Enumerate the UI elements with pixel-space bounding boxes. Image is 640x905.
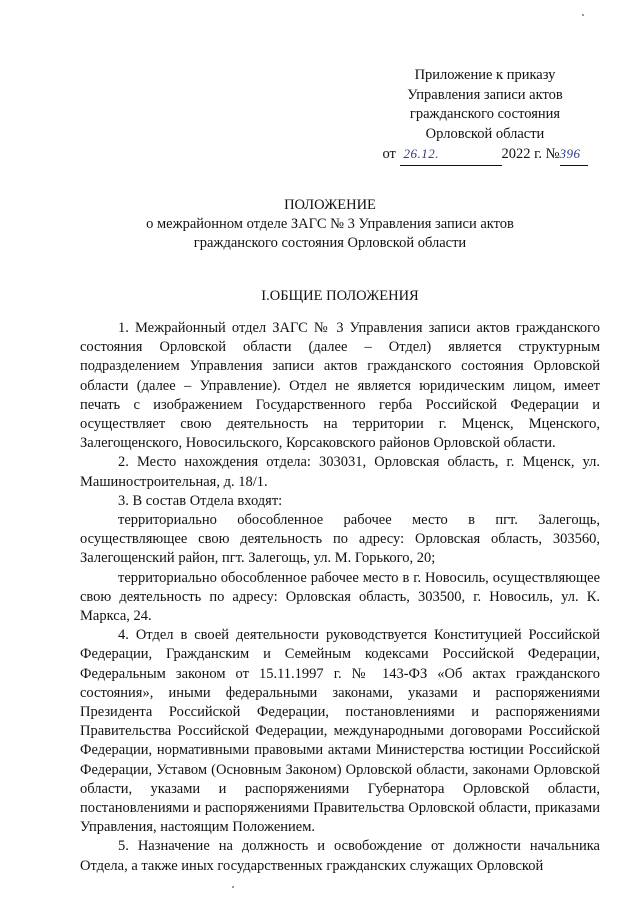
appendix-line: Приложение к приказу [414, 67, 556, 83]
appendix-date-line [360, 144, 610, 166]
paragraph: территориально обособленное рабочее место в г. Новосиль, осуществляющее свою деятельность по адресу: Орловская область, 303500, г. Новосиль, ул. К. Маркса, 24. [80, 569, 600, 625]
scan-speck [232, 886, 234, 888]
paragraph: территориально обособленное рабочее место в пгт. Залегощь, осуществляющее свою деятельность по адресу: Орловская область, 303560, Залегощенский район, пгт. Залегощь, ул. М. Горького, 20; [80, 512, 600, 567]
document-title [120, 196, 540, 253]
document-body [80, 319, 600, 876]
number-field [560, 144, 588, 166]
scan-speck [582, 14, 584, 16]
paragraph: 1. Межрайонный отдел ЗАГС № 3 Управления записи актов гражданского состояния Орловской области (далее – Отдел) является структурным подразделением Управления записи актов гражданского состояния Орловской области (далее – Управление). Отдел не является юридическим лицом, имеет печать с изображением Государственного герба Российской Федерации и осуществляет свою деятельность на территории г. Мценск, Мценского, Залегощенского, Новосильского, Корсаковского районов Орловской области. [80, 320, 600, 452]
date-field [400, 144, 502, 166]
handwritten-date: 26.12. [403, 146, 439, 161]
paragraph: 3. В состав Отдела входят: [118, 492, 283, 509]
title-line: гражданского состояния Орловской области [193, 235, 467, 251]
date-prefix: от [382, 146, 396, 162]
paragraph: 5. Назначение на должность и освобождение от должности начальника Отдела, а также иных государственных гражданских служащих Орловской [80, 838, 600, 874]
section-heading: I.ОБЩИЕ ПОЛОЖЕНИЯ [261, 288, 419, 304]
appendix-line: Управления записи актов [407, 86, 563, 103]
paragraph: 4. Отдел в своей деятельности руководствуется Конституцией Российской Федерации, Гражданским и Семейным кодексами Российской Федерации, Федеральным законом от 15.11.1997 г. № 143-ФЗ «Об актах гражданского состояния», иными федеральными законами, указами и распоряжениями Президента Российской Федерации, постановлениями и распоряжениями Правительства Российской Федерации, международными договорами Российской Федерации, нормативными правовыми актами Министерства юстиции Российской Федерации, Уставом (Основным Законом) Орловской области, законами Орловской области, указами и распоряжениями Губернатора Орловской области, постановлениями и распоряжениями Правительства Орловской области, приказами Управления, настоящим Положением. [80, 627, 600, 836]
appendix-block [360, 66, 610, 166]
appendix-line: Орловской области [425, 125, 545, 142]
appendix-line: гражданского состояния [409, 106, 561, 122]
paragraph: 2. Место нахождения отдела: 303031, Орловская область, г. Мценск, ул. Машиностроительная, д. 18/1. [80, 454, 600, 490]
year-text: 2022 г. № [501, 146, 560, 162]
handwritten-number: 396 [559, 146, 581, 161]
title-line: ПОЛОЖЕНИЕ [284, 197, 376, 213]
title-line: о межрайонном отделе ЗАГС № 3 Управления записи актов [146, 216, 514, 232]
